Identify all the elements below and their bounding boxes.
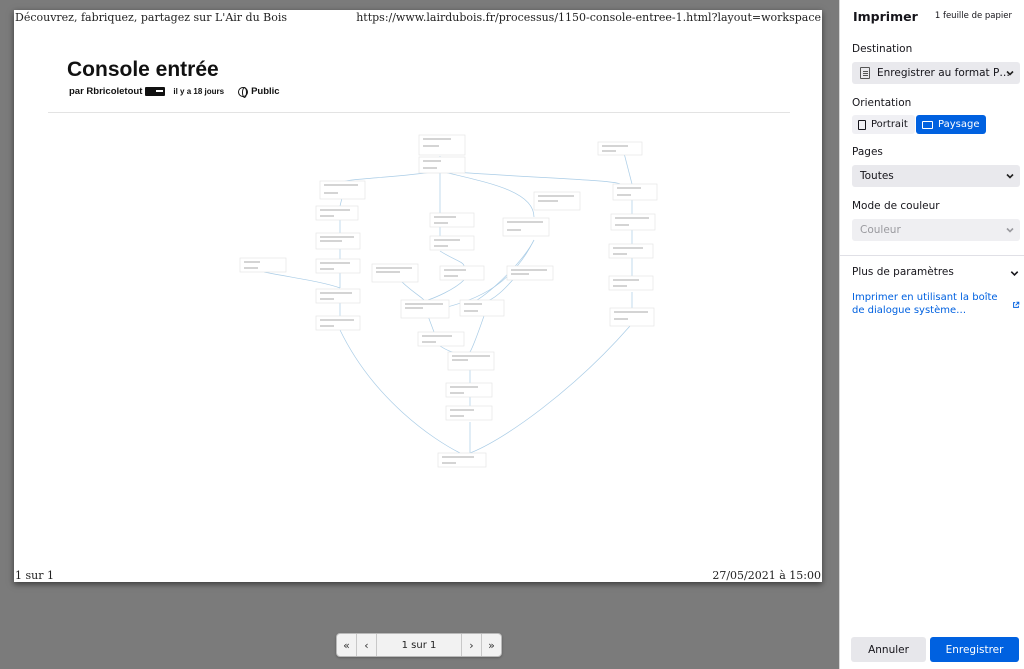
panel-title: Imprimer <box>853 9 918 24</box>
publish-date: il y a 18 jours <box>173 87 225 96</box>
chevron-down-icon <box>1004 170 1016 182</box>
orientation-landscape-button[interactable] <box>916 115 986 134</box>
landscape-icon <box>922 121 933 129</box>
visibility-label: Public <box>251 86 280 97</box>
external-link-icon <box>1012 301 1020 309</box>
panel-divider <box>840 255 1024 256</box>
page-header-url: https://www.lairdubois.fr/processus/1150-console-entree-1.html?layout=workspace <box>356 11 821 24</box>
chevron-down-icon <box>1004 67 1016 79</box>
double-chevron-left-icon[interactable]: « <box>337 634 357 656</box>
document-title: Console entrée <box>67 58 219 81</box>
page-header-left: Découvrez, fabriquez, partagez sur L'Air du Bois <box>15 11 288 24</box>
process-flow-diagram <box>14 10 822 582</box>
color-mode-select[interactable] <box>852 219 1020 241</box>
destination-value: Enregistrer au format P… <box>877 67 1010 79</box>
chevron-down-icon <box>1004 224 1016 236</box>
save-button[interactable]: Enregistrer <box>930 637 1019 662</box>
portrait-label: Portrait <box>871 119 908 130</box>
pages-value: Toutes <box>860 170 894 182</box>
author-label: par Rbricoletout <box>69 86 143 97</box>
orientation-label: Orientation <box>852 97 912 109</box>
orientation-portrait-button[interactable] <box>852 115 915 134</box>
cancel-button[interactable]: Annuler <box>851 637 926 662</box>
sheet-count: 1 feuille de papier <box>934 11 1012 21</box>
chevron-left-icon[interactable]: ‹ <box>357 634 377 656</box>
double-chevron-right-icon[interactable]: » <box>481 634 501 656</box>
color-mode-label: Mode de couleur <box>852 200 940 212</box>
page-footer-count: 1 sur 1 <box>15 569 54 582</box>
print-settings-panel <box>839 0 1024 669</box>
page-footer-date: 27/05/2021 à 15:00 <box>712 569 821 582</box>
destination-label: Destination <box>852 43 913 55</box>
color-mode-value: Couleur <box>860 224 901 236</box>
flow-nodes <box>240 135 657 467</box>
more-settings-toggle[interactable] <box>852 266 1020 278</box>
destination-select[interactable] <box>852 62 1020 84</box>
system-dialog-link[interactable]: Imprimer en utilisant la boîte de dialogue système… <box>852 292 998 316</box>
page-indicator: 1 sur 1 <box>401 639 437 651</box>
more-settings-label: Plus de paramètres <box>852 266 954 278</box>
page-navigation <box>336 633 502 657</box>
chevron-right-icon[interactable]: › <box>461 634 481 656</box>
pages-select[interactable] <box>852 165 1020 187</box>
landscape-label: Paysage <box>938 119 980 130</box>
chevron-down-icon <box>1009 268 1020 279</box>
portrait-icon <box>858 120 866 130</box>
preview-page <box>14 10 822 582</box>
file-icon <box>860 67 870 79</box>
pages-label: Pages <box>852 146 883 158</box>
